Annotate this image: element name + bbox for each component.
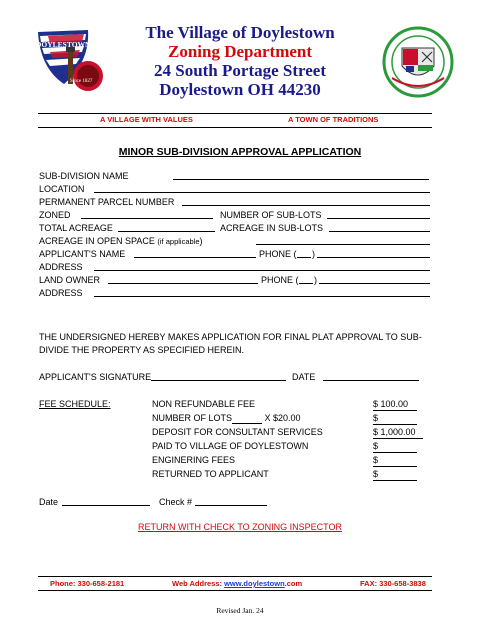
department-title: Zoning Department [167,42,313,61]
land-owner-address-field[interactable] [94,287,430,297]
logo-text-doylestown: DOYLESTOWN [36,40,91,49]
number-of-sublots-field[interactable] [327,209,430,219]
number-of-lots-label: NUMBER OF LOTS [152,413,233,423]
land-owner-phone-area-code[interactable] [299,274,313,284]
fee-item-engineering: ENGINERING FEES [152,455,236,465]
applicant-name-field[interactable] [134,248,256,258]
zoned-field[interactable] [81,209,213,219]
return-note: RETURN WITH CHECK TO ZONING INSPECTOR [137,522,342,532]
row-location [39,183,431,195]
number-of-sublots-label: NUMBER OF SUB-LOTS [220,210,322,220]
applicant-name-label: APPLICANT'S NAME [39,249,126,259]
fee-amount-number-of-lots[interactable]: $ [373,412,417,425]
logo-text-since: Since 1827 [70,79,93,84]
slogan-right: A TOWN OF TRADITIONS [288,115,379,124]
fee-item-number-of-lots [152,412,301,424]
check-number-field[interactable] [195,496,267,506]
footer-bottom-rule [38,590,432,591]
fee-schedule-label: FEE SCHEDULE: [39,399,111,409]
applicant-address-label: ADDRESS [39,262,83,272]
number-of-lots-rate: X $20.00 [262,413,301,423]
signature-label: APPLICANT'S SIGNATURE [39,372,152,382]
form-title: MINOR SUB-DIVISION APPROVAL APPLICATION [118,146,362,158]
applicant-phone-close: ) [312,249,315,259]
land-owner-address-label: ADDRESS [39,288,83,298]
signature-date-label: DATE [292,372,316,382]
row-parcel-number [39,196,431,208]
footer-web-label: Web Address: [172,579,225,588]
slogan-left: A VILLAGE WITH VALUES [100,115,193,124]
subdivision-name-field[interactable] [173,170,429,180]
office-date-field[interactable] [62,496,150,506]
applicant-address-field[interactable] [94,261,430,271]
fee-item-returned: RETURNED TO APPLICANT [152,469,269,479]
street-address: 24 South Portage Street [153,61,327,80]
application-statement: THE UNDERSIGNED HEREBY MAKES APPLICATION FOR FINAL PLAT APPROVAL TO SUB-DIVIDE THE PROPERTY AS SPECIFIED HEREIN. [39,332,422,355]
acreage-open-space-label: ACREAGE IN OPEN SPACE (if applicable) [39,236,203,246]
city-address: Doylestown OH 44230 [159,80,321,99]
row-applicant-address [39,261,431,273]
zoned-label: ZONED [39,210,71,220]
acreage-open-space-field[interactable] [256,235,430,245]
row-acreage-open-space [39,235,431,247]
fee-item-deposit: DEPOSIT FOR CONSULTANT SERVICES [152,427,323,437]
acreage-open-space-text: ACREAGE IN OPEN SPACE [39,236,155,246]
acreage-in-sublots-field[interactable] [329,222,430,232]
land-owner-label: LAND OWNER [39,275,101,285]
fee-item-nonrefundable: NON REFUNDABLE FEE [152,399,256,409]
row-office-use [39,496,431,508]
row-zoned [39,209,431,221]
revision-note: Revised Jan. 24 [216,606,264,615]
parcel-number-field[interactable] [182,196,430,206]
land-owner-phone-label: PHONE ( [261,275,299,285]
subdivision-name-label: SUB-DIVISION NAME [39,171,129,181]
number-of-lots-field[interactable] [232,414,262,424]
if-applicable-note: (if applicable [157,237,200,246]
fee-amount-engineering[interactable]: $ [373,454,417,467]
land-owner-field[interactable] [108,274,258,284]
check-number-label: Check # [159,497,193,507]
parcel-number-label: PERMANENT PARCEL NUMBER [39,197,175,207]
fee-amount-paid-to-village[interactable]: $ [373,440,417,453]
row-subdivision-name [39,170,431,182]
signature-field[interactable] [151,371,286,381]
row-signature [39,371,431,383]
row-land-owner-address [39,287,431,299]
slogan-bottom-rule [38,127,432,128]
land-owner-phone-field[interactable] [319,274,430,284]
applicant-phone-label: PHONE ( [259,249,297,259]
total-acreage-field[interactable] [118,222,215,232]
acreage-in-sublots-label: ACREAGE IN SUB-LOTS [220,223,324,233]
row-total-acreage [39,222,431,234]
total-acreage-label: TOTAL ACREAGE [39,223,113,233]
footer-web-link[interactable]: www.doylestown [224,579,285,588]
office-date-label: Date [39,497,59,507]
slogan-top-rule [38,113,432,114]
fee-amount-nonrefundable: $ 100.00 [373,398,417,411]
fee-item-paid-to-village: PAID TO VILLAGE OF DOYLESTOWN [152,441,309,451]
signature-date-field[interactable] [323,371,419,381]
location-label: LOCATION [39,184,85,194]
village-title: The Village of Doylestown [145,23,335,42]
row-applicant-name [39,248,431,260]
applicant-phone-field[interactable] [317,248,430,258]
footer-fax: FAX: 330-658-3838 [360,579,426,588]
footer-top-rule [38,576,432,577]
fee-amount-deposit: $ 1,000.00 [373,426,423,439]
footer-web-suffix: .com [284,579,303,588]
fee-amount-returned[interactable]: $ [373,468,417,481]
row-land-owner [39,274,431,286]
applicant-phone-area-code[interactable] [297,248,311,258]
footer-web [172,579,302,588]
land-owner-phone-close: ) [314,275,317,285]
footer-phone: Phone: 330-658-2181 [50,579,125,588]
location-field[interactable] [94,183,430,193]
